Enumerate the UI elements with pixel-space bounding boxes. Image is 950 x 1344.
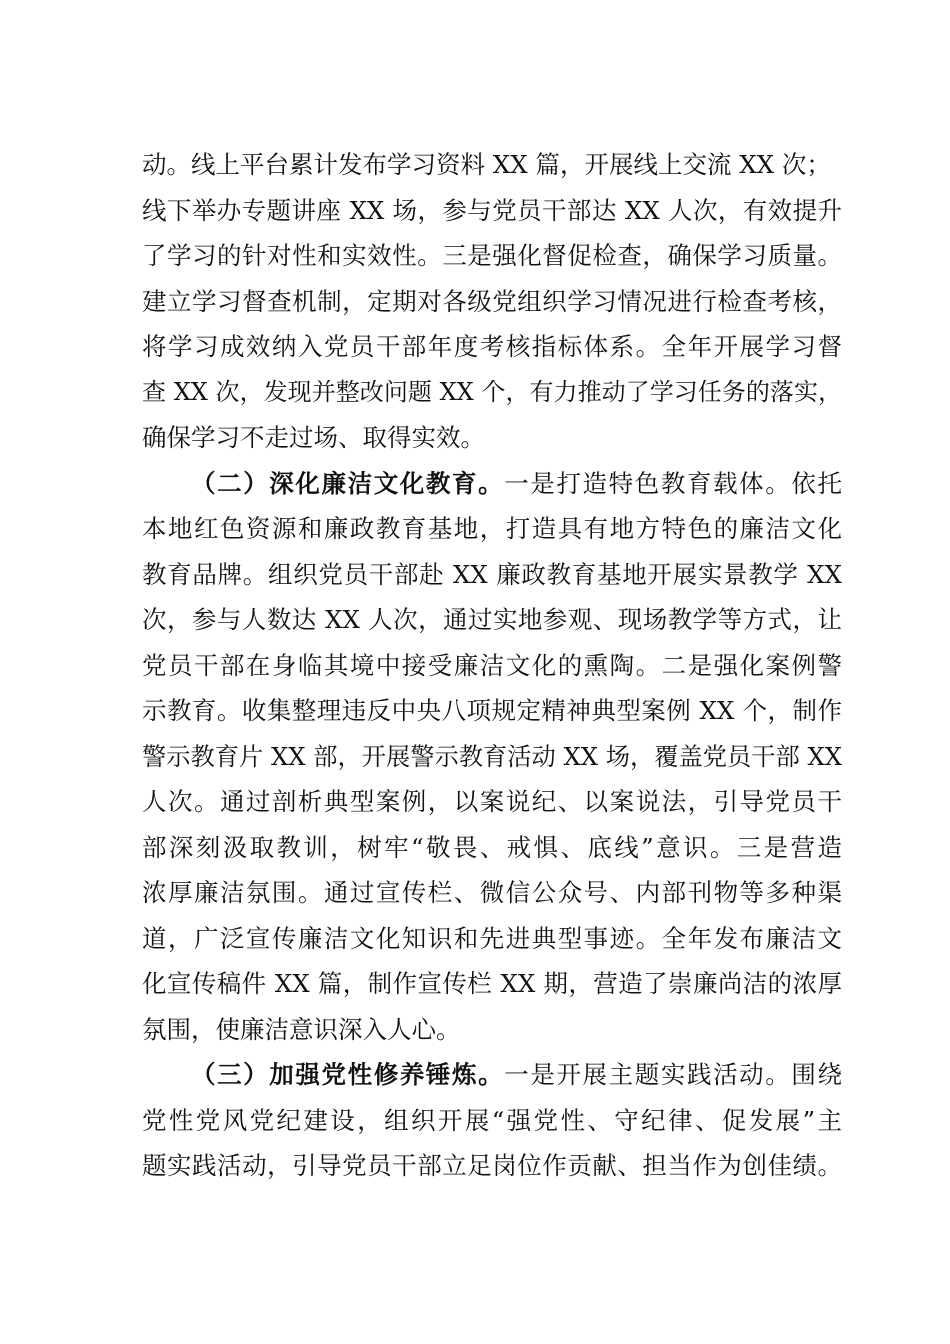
paragraph-2 [142, 461, 842, 1053]
text-line: 部深刻汲取教训，树牢“敬畏、戒惧、底线”意识。三是营造 [142, 832, 842, 862]
text-line: 人次。通过剖析典型案例，以案说纪、以案说法，引导党员干 [142, 787, 842, 816]
section-heading: （三）加强党性修养锤炼。 [191, 1060, 505, 1089]
text-line: 党员干部在身临其境中接受廉洁文化的熏陶。二是强化案例警 [142, 650, 842, 680]
text-line: 线下举办专题讲座 XX 场，参与党员干部达 XX 人次，有效提升 [142, 195, 842, 225]
text-line: 确保学习不走过场、取得实效。 [142, 423, 485, 452]
text-line: 警示教育片 XX 部，开展警示教育活动 XX 场，覆盖党员干部 XX [142, 741, 842, 771]
paragraph-1 [142, 142, 842, 461]
text-line: 了学习的针对性和实效性。三是强化督促检查，确保学习质量。 [142, 241, 842, 270]
section-heading: （二）深化廉洁文化教育。 [191, 468, 505, 498]
text-line-first [142, 461, 842, 507]
paragraph-3 [142, 1052, 842, 1189]
text-run: 一是打造特色教育载体。依托 [504, 468, 842, 498]
text-line: 建立学习督查机制，定期对各级党组织学习情况进行检查考核， [142, 286, 842, 316]
text-line: 动。线上平台累计发布学习资料 XX 篇，开展线上交流 XX 次； [142, 150, 831, 179]
text-line: 将学习成效纳入党员干部年度考核指标体系。全年开展学习督 [142, 332, 842, 361]
text-line: 浓厚廉洁氛围。通过宣传栏、微信公众号、内部刊物等多种渠 [142, 878, 842, 907]
text-line: 查 XX 次，发现并整改问题 XX 个，有力推动了学习任务的落实， [142, 377, 842, 406]
text-line: 次，参与人数达 XX 人次，通过实地参观、现场教学等方式，让 [142, 605, 842, 634]
text-line: 化宣传稿件 XX 篇，制作宣传栏 XX 期，营造了崇廉尚洁的浓厚 [142, 969, 842, 998]
text-line: 题实践活动，引导党员干部立足岗位作贡献、担当作为创佳绩。 [142, 1151, 842, 1180]
text-line: 氛围，使廉洁意识深入人心。 [142, 1014, 461, 1044]
body-text [142, 142, 842, 1189]
text-line: 教育品牌。组织党员干部赴 XX 廉政教育基地开展实景教学 XX [142, 559, 842, 589]
text-line: 本地红色资源和廉政教育基地，打造具有地方特色的廉洁文化 [142, 514, 842, 543]
text-run: 一是开展主题实践活动。围绕 [504, 1060, 842, 1089]
text-line-first [142, 1052, 842, 1098]
text-line: 示教育。收集整理违反中央八项规定精神典型案例 XX 个，制作 [142, 696, 842, 725]
text-line: 道，广泛宣传廉洁文化知识和先进典型事迹。全年发布廉洁文 [142, 923, 842, 953]
text-line: 党性党风党纪建设，组织开展“强党性、守纪律、促发展”主 [142, 1105, 842, 1135]
